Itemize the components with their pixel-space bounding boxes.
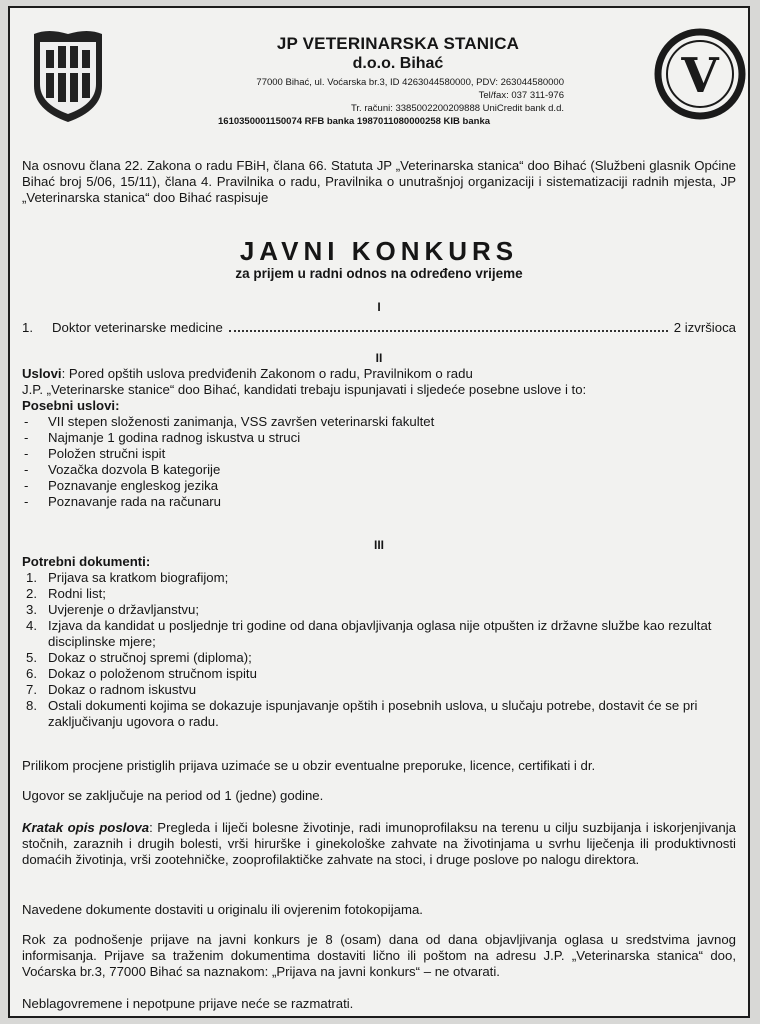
list-item [22, 586, 736, 602]
position-line [22, 320, 736, 336]
list-item [22, 602, 736, 618]
list-text: Ostali dokumenti kojima se dokazuje ispunjavanje opštih i posebnih uslova, u slučaju potrebe, dostavit će se pri zaključivanju ugovora o radu. [48, 698, 698, 729]
list-item [22, 698, 736, 730]
position-count: 2 izvršioca [673, 320, 736, 335]
list-item [22, 570, 736, 586]
list-item: - Vozačka dozvola B kategorije [22, 462, 736, 478]
section-number-1: I [377, 300, 381, 314]
deadline-paragraph: Rok za podnošenje prijave na javni konkurs je 8 (osam) dana od dana objavljivanja oglasa u sredstvima javnog informisanja. Prijave sa traženim dokumentima dostaviti lično ili poštom na adresu J.P. „Veterinarska stanica“ doo, Voćarska br.3, 77000 Bihać sa naznakom: „Prijava na javni konkurs“ – ne otvarati. [22, 932, 736, 979]
special-conditions-label: Posebni uslovi: [22, 398, 120, 413]
list-text: Izjava da kandidat u posljednje tri godine od dana objavljivanja oglasa nije otpušten iz državne službe kao rezultat disciplinske mjere; [48, 618, 712, 649]
incomplete-applications-paragraph: Neblagovremene i nepotpune prijave neće se razmatrati. [22, 996, 354, 1011]
section-number-2: II [375, 351, 383, 365]
special-conditions-list [22, 414, 736, 510]
position-number: 1. [22, 320, 33, 335]
section-number-3: III [373, 538, 384, 552]
list-number: 2. [26, 586, 37, 601]
bank-accounts-line1: Tr. računi: 3385002200209888 UniCredit bank d.d. [350, 103, 564, 114]
list-number: 8. [26, 698, 37, 713]
announcement-subtitle: za prijem u radni odnos na određeno vrijeme [235, 266, 523, 281]
organization-phone: Tel/fax: 037 311-976 [478, 90, 564, 101]
conditions-label: Uslovi [22, 366, 62, 381]
veterinary-v-logo [654, 26, 746, 122]
documents-label: Potrebni dokumenti: [22, 554, 151, 569]
list-item: - Najmanje 1 godina radnog iskustva u struci [22, 430, 736, 446]
duties-paragraph [22, 820, 736, 868]
list-item [22, 682, 736, 698]
contract-paragraph: Ugovor se zaključuje na period od 1 (jedne) godine. [22, 788, 324, 803]
list-item: - Položen stručni ispit [22, 446, 736, 462]
list-item [22, 650, 736, 666]
list-number: 1. [26, 570, 37, 585]
organization-name: JP VETERINARSKA STANICA [276, 34, 520, 53]
list-item: - VII stepen složenosti zanimanja, VSS završen veterinarski fakultet [22, 414, 736, 430]
list-item [22, 666, 736, 682]
documents-block [22, 554, 736, 730]
list-number: 3. [26, 602, 37, 617]
announcement-title: JAVNI KONKURS [239, 236, 519, 266]
list-number: 7. [26, 682, 37, 697]
list-text: Uvjerenje o državljanstvu; [48, 602, 199, 617]
list-text: Prijava sa kratkom biografijom; [48, 570, 229, 585]
bank-accounts-line2: 1610350001150074 RFB banka 1987011080000258 KIB banka [218, 116, 491, 127]
conditions-text: : Pored opštih uslova predviđenih Zakonom o radu, Pravilnikom o radu [61, 366, 473, 381]
logo-letter: V [681, 48, 719, 104]
document-page [8, 6, 750, 1018]
list-text: Dokaz o radnom iskustvu [48, 682, 197, 697]
list-number: 5. [26, 650, 37, 665]
organization-address: 77000 Bihać, ul. Voćarska br.3, ID 4263044580000, PDV: 263044580000 [256, 77, 564, 88]
list-number: 6. [26, 666, 37, 681]
position-title: Doktor veterinarske medicine [52, 320, 223, 335]
duties-text: : Pregleda i liječi bolesne životinje, radi imunoprofilaksu na terenu u cilju suzbijanja i iskorjenjivanja stočnih, zaraznih i drugih bolesti, vrši hirurške i ginekološke zahvate na životinjama u svrhu liječenja ili produktivnosti domaćih životinja, vrši zootehničke, zooprofilaktičke zahvate na stoci, i druge poslove po nalogu direktora. [22, 820, 736, 867]
conditions-line2: J.P. „Veterinarske stanice“ doo Bihać, kandidati trebaju ispunjavati i sljedeće posebne uslove i to: [22, 382, 587, 397]
duties-label: Kratak opis poslova [22, 820, 150, 835]
list-item: - Poznavanje rada na računaru [22, 494, 736, 510]
conditions-line1 [22, 366, 736, 382]
letterhead-text [188, 34, 608, 128]
list-item: - Poznavanje engleskog jezika [22, 478, 736, 494]
list-text: Rodni list; [48, 586, 106, 601]
letterhead [10, 8, 748, 128]
organization-suffix: d.o.o. Bihać [352, 55, 444, 72]
documents-list [22, 570, 736, 730]
conditions-block [22, 366, 736, 510]
list-item [22, 618, 736, 650]
originals-paragraph: Navedene dokumente dostaviti u originalu ili ovjerenim fotokopijama. [22, 902, 423, 917]
intro-paragraph: Na osnovu člana 22. Zakona o radu FBiH, člana 66. Statuta JP „Veterinarska stanica“ doo Bihać (Službeni glasnik Općine Bihać broj 5/06, 15/11), člana 4. Pravilnika o radu, Pravilnika o unutrašnjoj organizaciji i sistematizaciji radnih mjesta, JP „Veterinarska stanica“ doo Bihać raspisuje [22, 158, 736, 205]
list-number: 4. [26, 618, 37, 633]
coat-of-arms-logo [28, 28, 108, 124]
list-text: Dokaz o položenom stručnom ispitu [48, 666, 257, 681]
recommendations-paragraph: Prilikom procjene pristiglih prijava uzimaće se u obzir eventualne preporuke, licence, certifikati i dr. [22, 758, 596, 773]
list-text: Dokaz o stručnoj spremi (diploma); [48, 650, 252, 665]
dotted-leader [229, 330, 668, 332]
